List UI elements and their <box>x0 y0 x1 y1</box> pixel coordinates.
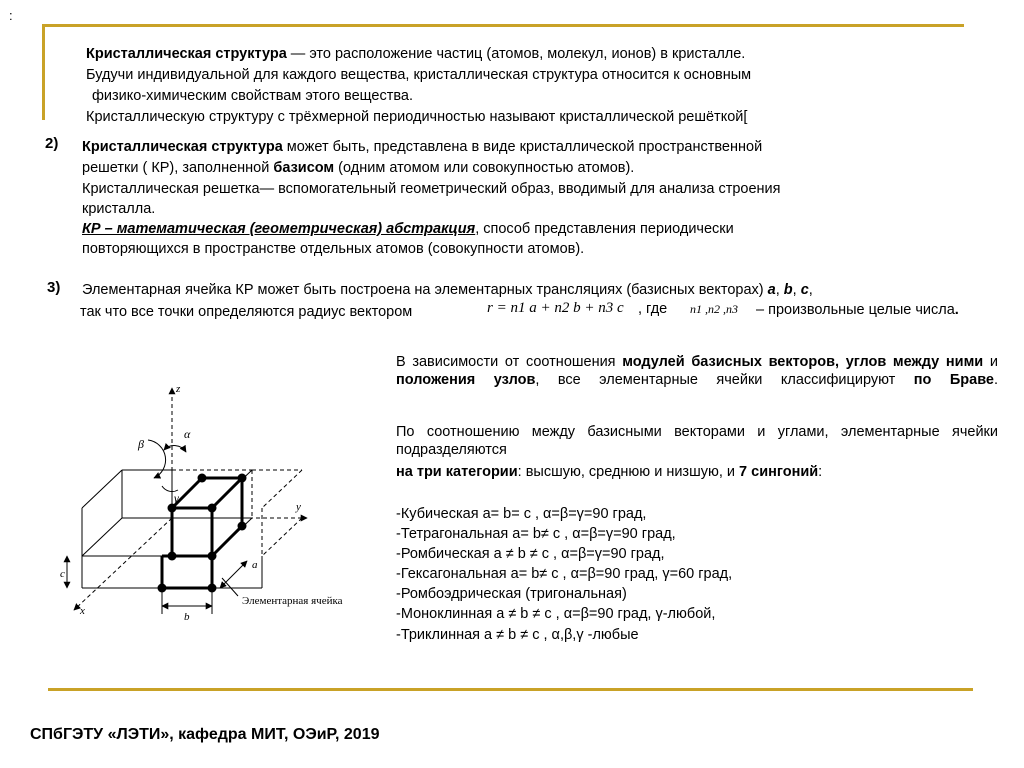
bottom-rule <box>48 688 973 691</box>
s3-tail: – произвольные целые числа. <box>756 302 959 318</box>
s3-line-1: Элементарная ячейка КР может быть построена на элементарных трансляциях (базисных векторах) a, b, c, <box>82 282 813 298</box>
node <box>238 522 247 531</box>
syngony-item: -Триклинная a ≠ b ≠ c , α,β,γ -любые <box>396 627 639 643</box>
c-label: c <box>60 568 65 580</box>
s2-number: 2) <box>45 135 59 152</box>
s1-line-4: Кристаллическую структуру с трёхмерной периодичностью называют кристаллической решёткой[ <box>86 109 748 125</box>
syngony-item: -Моноклинная a ≠ b ≠ c , α=β=90 град, γ-любой, <box>396 606 716 622</box>
syngony-item: -Кубическая a= b= c , α=β=γ=90 град, <box>396 506 647 522</box>
radius-vector-formula: r = n1 a + n2 b + n3 c <box>487 300 624 316</box>
node <box>208 552 217 561</box>
s2-line-2: решетки ( КР), заполненной базисом (одним атомом или совокупностью атомов). <box>82 160 635 176</box>
s1-line-3: физико-химическим свойствам этого вещества. <box>92 88 413 104</box>
s1-line-2: Будучи индивидуальной для каждого вещества, кристаллическая структура относится к основным <box>86 67 752 83</box>
syngony-item: -Гексагональная a= b≠ c , α=β=90 град, γ=60 град, <box>396 566 733 582</box>
categories-paragraph-line-1: По соотношению между базисными векторами и углами, элементарные ячейки <box>396 424 998 440</box>
x-axis-label: x <box>80 605 85 617</box>
syngony-item: -Ромбическая a ≠ b ≠ c , α=β=γ=90 град, <box>396 546 665 562</box>
b-label: b <box>184 611 190 623</box>
alpha-label: α <box>184 427 191 441</box>
s2-line-6: повторяющихся в пространстве отдельных атомов (совокупности атомов). <box>82 241 585 257</box>
s2-line-5: КР – математическая (геометрическая) абстракция, способ представления периодически <box>82 221 734 237</box>
s3-line-2: так что все точки определяются радиус вектором <box>80 304 413 320</box>
categories-paragraph-line-2: подразделяются <box>396 442 507 458</box>
node <box>238 474 247 483</box>
z-axis-label: z <box>176 383 181 395</box>
categories-line: на три категории: высшую, среднюю и низшую, и 7 сингоний: <box>396 464 823 480</box>
beta-label: β <box>138 437 144 451</box>
syngony-item: -Ромбоэдрическая (тригональная) <box>396 586 627 602</box>
y-axis-label: y <box>296 501 301 513</box>
corner-mark: : <box>9 8 13 23</box>
s1-line-1: Кристаллическая структура — это расположение частиц (атомов, молекул, ионов) в кристалле. <box>86 46 746 62</box>
bravais-paragraph: В зависимости от соотношения модулей базисных векторов, углов между ними и положения узлов, все элементарные ячейки классифицируют по Браве. <box>396 354 999 388</box>
s3-number: 3) <box>47 279 61 296</box>
node <box>208 584 217 593</box>
n-coefficients: n1 ,n2 ,n3 <box>690 302 738 316</box>
alpha-arc <box>164 446 186 452</box>
node <box>158 584 167 593</box>
s2-line-4: кристалла. <box>82 201 156 217</box>
a-dimension <box>220 561 247 588</box>
footer: СПбГЭТУ «ЛЭТИ», кафедра МИТ, ОЭиР, 2019 <box>30 726 380 743</box>
node <box>198 474 207 483</box>
s2-line-3: Кристаллическая решетка— вспомогательный геометрический образ, вводимый для анализа строения <box>82 181 781 197</box>
syngony-item: -Тетрагональная a= b≠ c , α=β=γ=90 град, <box>396 526 676 542</box>
node <box>168 552 177 561</box>
a-label: a <box>252 559 258 571</box>
node <box>208 504 217 513</box>
lattice-diagram <box>62 378 380 624</box>
cell-caption: Элементарная ячейка <box>242 595 343 607</box>
beta-arc <box>148 440 166 478</box>
x-axis <box>74 518 172 610</box>
left-rule <box>42 24 45 120</box>
top-rule <box>42 24 964 27</box>
s2-line-1: Кристаллическая структура может быть, представлена в виде кристаллической пространственной <box>82 139 763 155</box>
lattice-lines <box>67 388 307 614</box>
caption-leader <box>222 578 238 596</box>
s3-where: , где <box>638 301 668 317</box>
gamma-label: γ <box>174 491 179 505</box>
